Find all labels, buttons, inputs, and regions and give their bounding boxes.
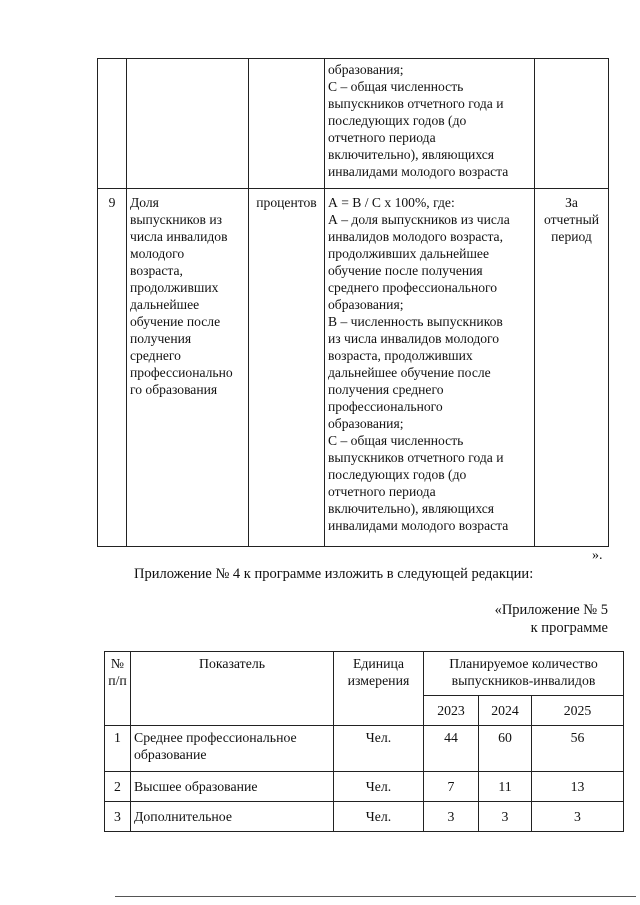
- indicators-table: [97, 58, 609, 547]
- formula-line: последующих годов (до: [328, 467, 467, 482]
- appendix-heading: [495, 601, 608, 637]
- formula-cell: [325, 59, 535, 189]
- formula-line: образования;: [328, 297, 404, 312]
- unit-value: процентов: [249, 189, 325, 547]
- formula-line: возраста, продолживших: [328, 348, 473, 363]
- name-line: числа инвалидов: [130, 229, 228, 244]
- header-planned-line: Планируемое количество: [449, 656, 598, 671]
- indicator-name: Дополнительное: [131, 802, 334, 832]
- value-2024: 60: [479, 726, 532, 772]
- unit-cell: [249, 59, 325, 189]
- formula-line: отчетного периода: [328, 484, 436, 499]
- name-line: профессионально: [130, 365, 233, 380]
- formula-line: обучение после получения: [328, 263, 483, 278]
- formula-line: профессионального: [328, 399, 443, 414]
- name-line: возраста,: [130, 263, 183, 278]
- name-line: молодого: [130, 246, 185, 261]
- formula-line: последующих годов (до: [328, 113, 467, 128]
- value-2024: 11: [479, 772, 532, 802]
- value-2025: 56: [532, 726, 624, 772]
- year-2024: 2024: [479, 696, 532, 726]
- indicator-name: [127, 189, 249, 547]
- formula-line: инвалидов молодого возраста,: [328, 229, 503, 244]
- header-row: [105, 652, 624, 696]
- period-line: отчетный: [543, 212, 600, 227]
- value-2023: 3: [424, 802, 479, 832]
- header-unit-line: Единица: [352, 656, 405, 671]
- period-line: период: [551, 229, 592, 244]
- name-line: го образования: [130, 382, 218, 397]
- name-line: среднего: [130, 348, 181, 363]
- name-line: обучение после: [130, 314, 221, 329]
- formula-line: А = В / С х 100%, где:: [328, 195, 455, 210]
- name-line: продолживших: [130, 280, 219, 295]
- unit-value: Чел.: [334, 726, 424, 772]
- formula-line: получения среднего: [328, 382, 444, 397]
- header-unit-line: измерения: [347, 673, 410, 688]
- formula-line: инвалидами молодого возраста: [328, 164, 509, 179]
- value-2023: 44: [424, 726, 479, 772]
- closing-quote: ».: [592, 548, 603, 563]
- formula-line: выпускников отчетного года и: [328, 450, 504, 465]
- formula-line: дальнейшее обучение после: [328, 365, 491, 380]
- value-2023: 7: [424, 772, 479, 802]
- table-row-9: [98, 189, 609, 547]
- formula-line: выпускников отчетного года и: [328, 96, 504, 111]
- formula-line: из числа инвалидов молодого: [328, 331, 500, 346]
- period-line: За: [565, 195, 578, 210]
- formula-line: включительно), являющихся: [328, 501, 495, 516]
- formula-line: А – доля выпускников из числа: [328, 212, 510, 227]
- header-planned-line: выпускников-инвалидов: [451, 673, 596, 688]
- table-row-continued: [98, 59, 609, 189]
- formula-line: продолживших дальнейшее: [328, 246, 489, 261]
- table-row: [105, 772, 624, 802]
- header-num: [105, 652, 131, 726]
- row-number: 9: [98, 189, 127, 547]
- year-2023: 2023: [424, 696, 479, 726]
- formula-line: среднего профессионального: [328, 280, 498, 295]
- value-2025: 3: [532, 802, 624, 832]
- value-2025: 13: [532, 772, 624, 802]
- table-row: [105, 802, 624, 832]
- header-indicator: Показатель: [131, 652, 334, 726]
- graduates-table: [104, 651, 624, 832]
- formula-line: образования;: [328, 62, 404, 77]
- instruction-paragraph: Приложение № 4 к программе изложить в следующей редакции:: [134, 566, 534, 582]
- name-line: Среднее профессиональное: [134, 730, 297, 745]
- formula-cell: [325, 189, 535, 547]
- year-2025: 2025: [532, 696, 624, 726]
- row-number: 3: [105, 802, 131, 832]
- value-2024: 3: [479, 802, 532, 832]
- indicator-name: [131, 726, 334, 772]
- indicator-name: Высшее образование: [131, 772, 334, 802]
- header-num-line: п/п: [108, 673, 127, 688]
- period-cell: [535, 189, 609, 547]
- formula-line: отчетного периода: [328, 130, 436, 145]
- name-line: образование: [134, 747, 207, 762]
- name-cell: [127, 59, 249, 189]
- header-num-line: №: [110, 656, 125, 671]
- formula-line: включительно), являющихся: [328, 147, 495, 162]
- formula-line: С – общая численность: [328, 433, 464, 448]
- row-number: 1: [105, 726, 131, 772]
- name-line: дальнейшее: [130, 297, 200, 312]
- table-row: [105, 726, 624, 772]
- formula-line: образования;: [328, 416, 404, 431]
- period-cell: [535, 59, 609, 189]
- row-number: 2: [105, 772, 131, 802]
- formula-line: инвалидами молодого возраста: [328, 518, 509, 533]
- unit-value: Чел.: [334, 802, 424, 832]
- unit-value: Чел.: [334, 772, 424, 802]
- page-bottom-rule: [115, 896, 636, 897]
- formula-line: С – общая численность: [328, 79, 464, 94]
- formula-line: В – численность выпускников: [328, 314, 503, 329]
- header-planned: [424, 652, 624, 696]
- num-cell: [98, 59, 127, 189]
- appendix-subtitle: к программе: [530, 620, 608, 636]
- name-line: выпускников из: [130, 212, 222, 227]
- header-unit: [334, 652, 424, 726]
- name-line: Доля: [130, 195, 159, 210]
- name-line: получения: [130, 331, 192, 346]
- appendix-title: «Приложение № 5: [494, 602, 608, 618]
